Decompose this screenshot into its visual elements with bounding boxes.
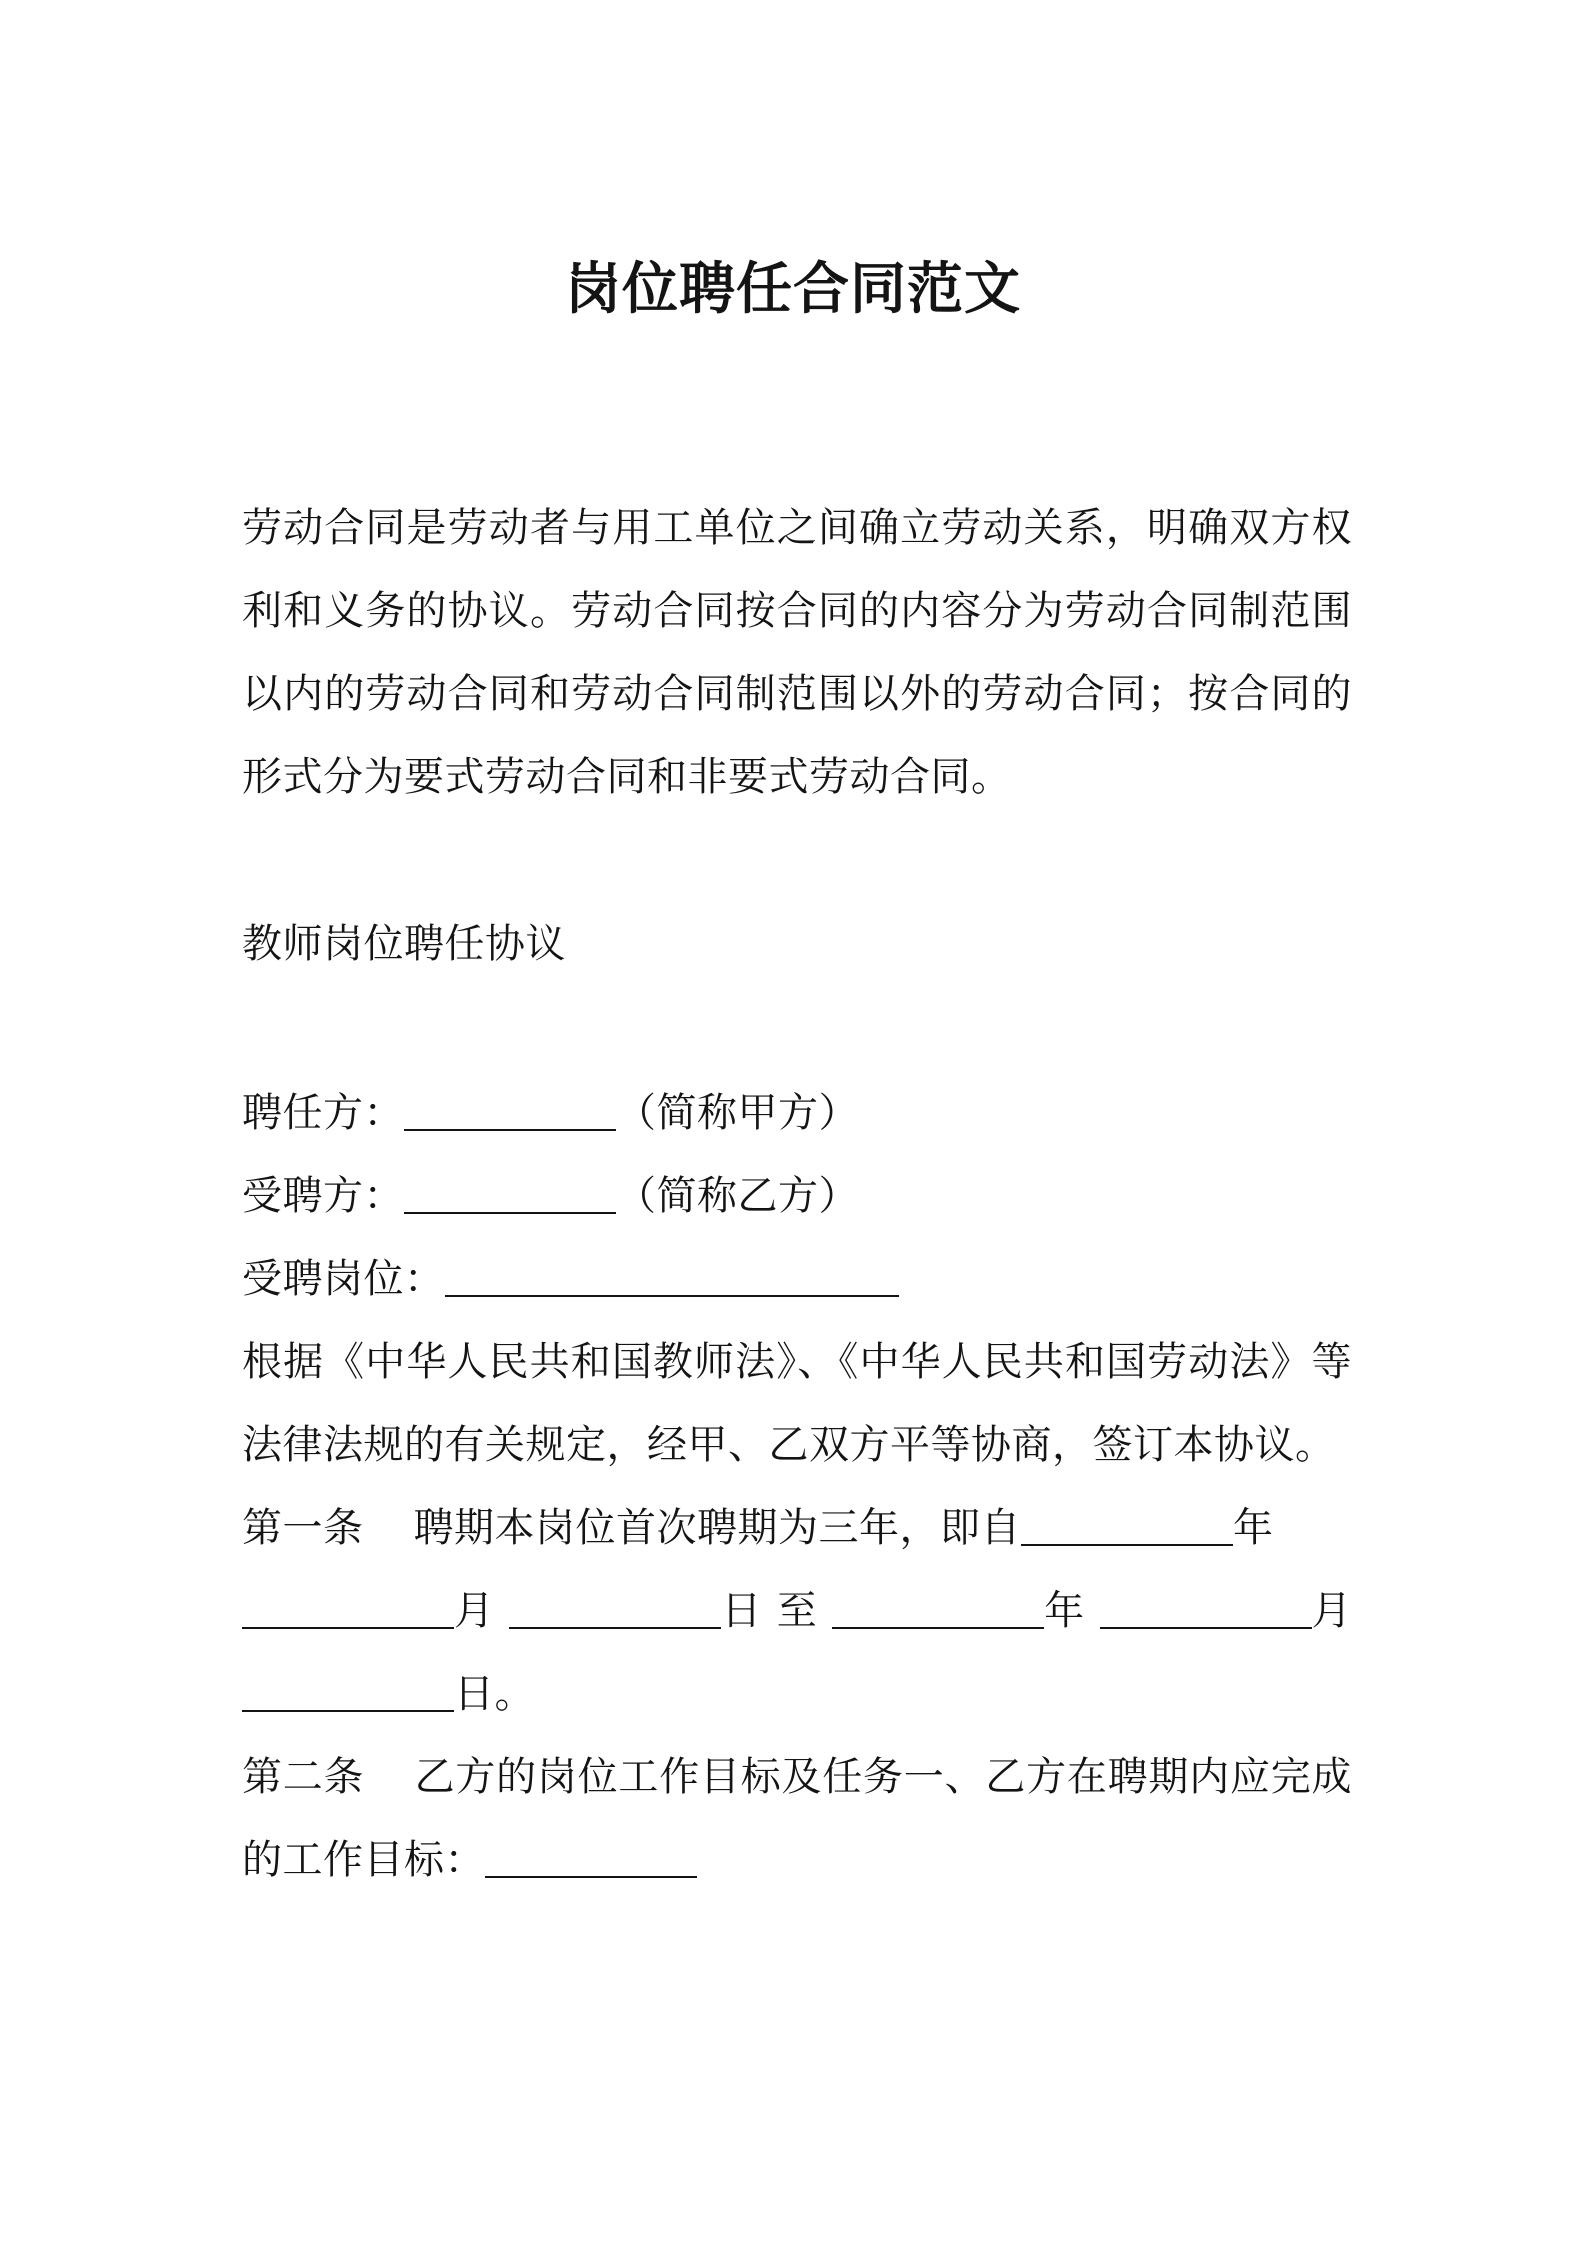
start-year-blank — [1021, 1504, 1233, 1546]
article1-line3 — [242, 1653, 1352, 1736]
article1-line1 — [242, 1487, 1352, 1570]
end-day-word: 日。 — [454, 1671, 535, 1717]
to-word: 至 — [776, 1588, 818, 1634]
start-day-word: 日 — [721, 1588, 762, 1634]
article2-text: 乙方的岗位工作目标及任务一、乙方在聘期内应完成的工作目标： — [242, 1754, 1353, 1883]
end-day-blank — [242, 1670, 454, 1712]
section-heading: 教师岗位聘任协议 — [242, 921, 566, 967]
intro-paragraph: 劳动合同是劳动者与用工单位之间确立劳动关系，明确双方权利和义务的协议。劳动合同按合同的内容分为劳动合同制范围以内的劳动合同和劳动合同制范围以外的劳动合同；按合同的形式分为要式劳动合同和非要式劳动合同。 — [242, 505, 1352, 800]
end-year-blank — [832, 1587, 1044, 1629]
start-month-blank — [242, 1587, 454, 1629]
employer-line — [242, 1072, 1352, 1155]
position-blank — [445, 1255, 899, 1297]
employee-blank — [404, 1172, 616, 1214]
start-day-blank — [509, 1587, 721, 1629]
employee-label: 受聘方： — [242, 1173, 404, 1219]
document-title: 岗位聘任合同范文 — [565, 257, 1021, 322]
employer-suffix: （简称甲方） — [616, 1090, 859, 1136]
article1-line2 — [242, 1570, 1352, 1653]
employer-label: 聘任方： — [242, 1090, 404, 1136]
end-year-word: 年 — [1044, 1588, 1085, 1634]
article1-text: 聘期本岗位首次聘期为三年，即自 — [413, 1505, 1021, 1551]
position-line — [242, 1238, 1352, 1321]
position-label: 受聘岗位： — [242, 1256, 445, 1302]
employer-blank — [404, 1089, 616, 1131]
work-target-blank — [485, 1836, 697, 1878]
article1-label: 第一条 — [242, 1505, 364, 1551]
article2-paragraph — [242, 1736, 1352, 1902]
end-month-blank — [1100, 1587, 1312, 1629]
start-year-word: 年 — [1233, 1505, 1274, 1551]
end-month-word: 月 — [1311, 1588, 1352, 1634]
contract-body — [242, 1072, 1352, 1902]
employee-line — [242, 1155, 1352, 1238]
start-month-word: 月 — [454, 1588, 495, 1634]
preamble-paragraph: 根据《中华人民共和国教师法》、《中华人民共和国劳动法》等法律法规的有关规定，经甲、乙双方平等协商，签订本协议。 — [242, 1339, 1352, 1468]
article2-label: 第二条 — [242, 1754, 365, 1800]
employee-suffix: （简称乙方） — [616, 1173, 859, 1219]
